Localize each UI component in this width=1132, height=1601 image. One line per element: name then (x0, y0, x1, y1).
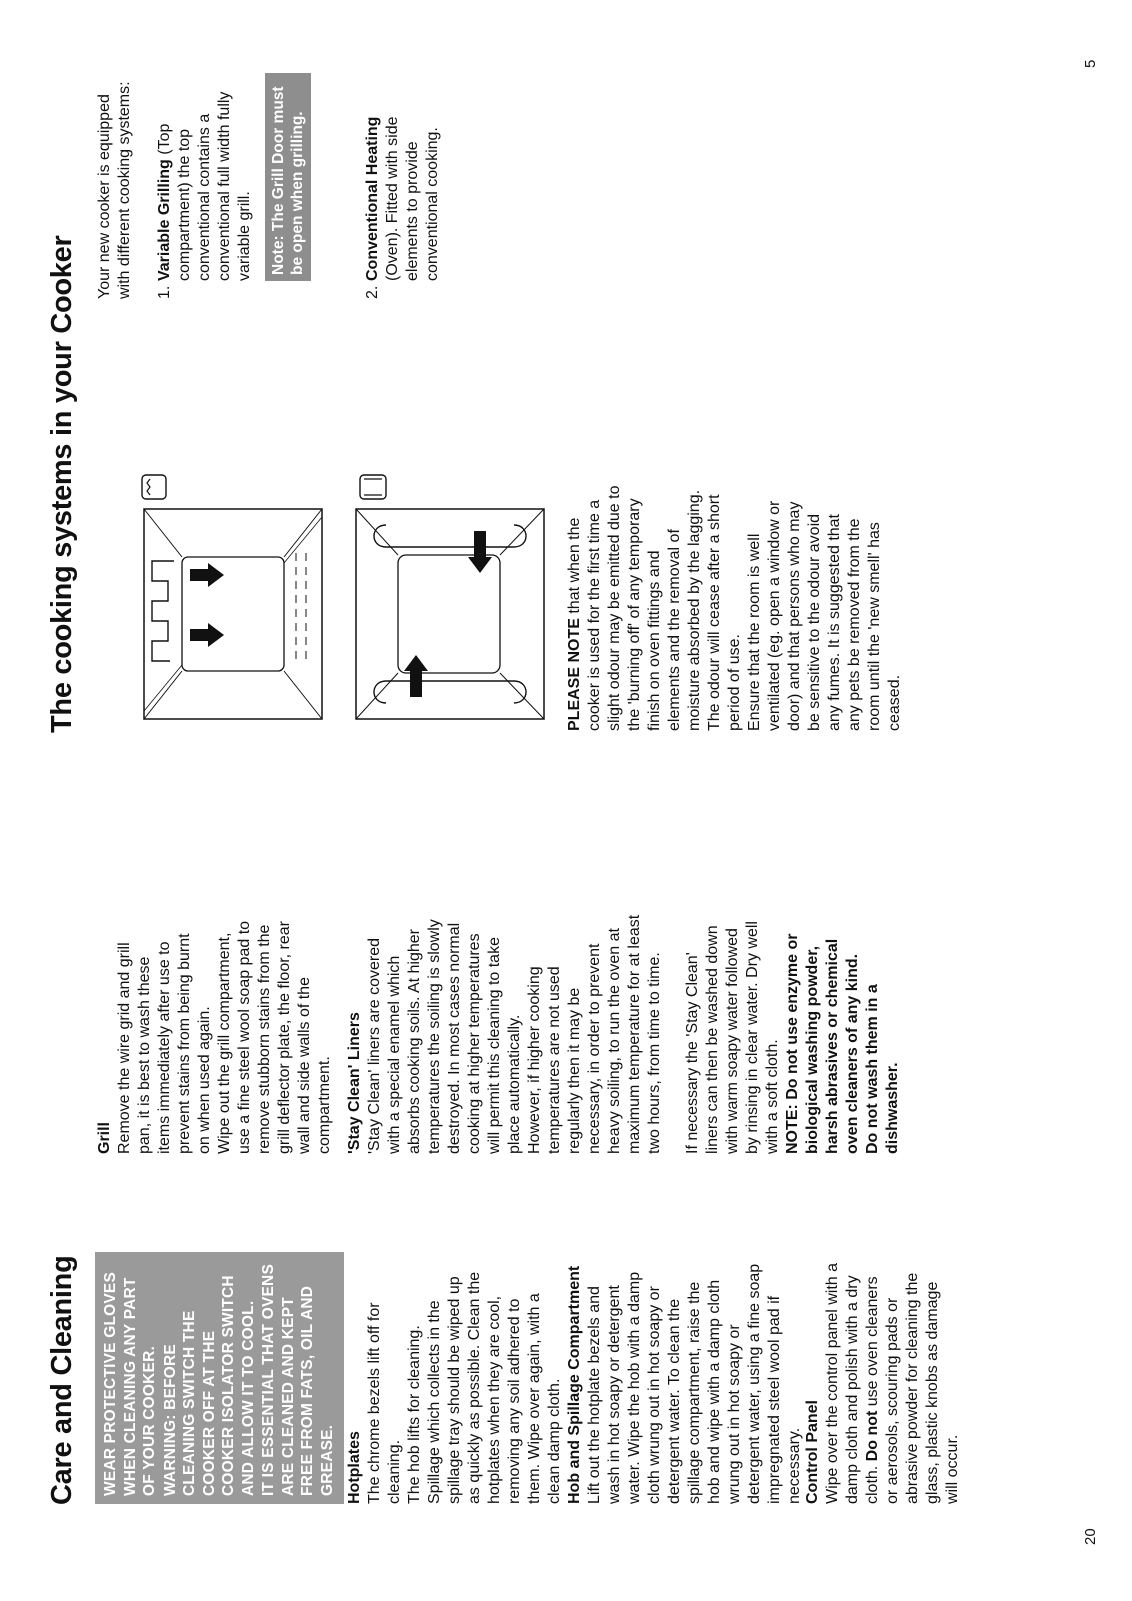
hob-section (565, 1260, 805, 1504)
control-panel-do-not: Do not (864, 1410, 881, 1462)
grill-heading: Grill (96, 1121, 113, 1154)
control-panel-section (803, 1260, 963, 1504)
cooking-systems-title: The cooking systems in your Cooker (46, 235, 78, 733)
variable-grilling-label: Variable Grilling (156, 159, 173, 281)
care-cleaning-title: Care and Cleaning (46, 1255, 78, 1505)
cooking-systems-list-2 (363, 63, 443, 299)
conventional-heating-label: Conventional Heating (364, 116, 381, 281)
page-number-left: 20 (1082, 1528, 1099, 1545)
item-number: 1. (156, 285, 173, 299)
oven-diagram-svg (350, 471, 550, 721)
hotplates-heading: Hotplates (346, 1431, 363, 1504)
control-panel-paragraph (823, 1260, 963, 1504)
list-item-variable-grilling (155, 63, 255, 299)
please-note-text: that when the cooker is used for the first time a slight odour may be emitted due to the 'burning off' of any temporary finish on oven fittings and elements and the removal of moisture absorbed by the lagging. The odour will cease after a short period of use. (566, 485, 743, 731)
stay-clean-note-dishwasher: Do not wash them in a dishwasher. (864, 984, 901, 1154)
hotplates-section (345, 1264, 565, 1504)
stay-clean-paragraph-2: However, if higher cooking temperatures are not used regularly then it may be necessary, in order to prevent heavy soiling, to run the oven at maximum temperature for at least two hours, from time to time. (526, 914, 663, 1154)
please-note-section (565, 485, 905, 731)
grill-symbol-icon (142, 475, 166, 499)
grill-section (95, 914, 335, 1154)
warning-gloves: WEAR PROTECTIVE GLOVES WHEN CLEANING ANY PART OF YOUR COOKER. (102, 1271, 158, 1496)
oven-symbol-icon (360, 475, 386, 499)
stay-clean-section (345, 910, 903, 1154)
warning-keep-clean: IT IS ESSENTIAL THAT OVENS ARE CLEANED AND KEPT FREE FROM FATS, OIL AND GREASE. (260, 1264, 336, 1496)
page-number-right: 5 (1082, 59, 1099, 68)
control-panel-text-b: use oven cleaners or aerosols, scouring pads or abrasive powder for cleaning the glass, plastic knobs as damage will occur. (864, 1272, 961, 1504)
item-number: 2. (364, 285, 381, 299)
ventilation-paragraph: Ensure that the room is well ventilated (eg. open a window or door) and that persons who may be sensitive to the odour avoid any fumes. It is suggested that any pets be removed from the room until the 'new smell' has ceased. (746, 500, 903, 731)
stay-clean-heading: 'Stay Clean' Liners (346, 1012, 363, 1154)
safety-warning-box (95, 1252, 344, 1504)
please-note-paragraph (565, 485, 745, 731)
stay-clean-note: NOTE: Do not use enzyme or biological washing powder, harsh abrasives or chemical oven cleaners of any kind. (784, 933, 861, 1154)
hotplates-paragraph-2: The hob lifts for cleaning. Spillage which collects in the spillage tray should be wiped up as quickly as possible. Clean the hotplates when they are cool, removing any soil adhered to them. Wipe over again, with a clean damp cloth. (406, 1271, 563, 1504)
hotplates-paragraph-1: The chrome bezels lift off for cleaning. (366, 1302, 403, 1504)
cooking-systems-column (95, 63, 443, 299)
control-panel-heading: Control Panel (804, 1399, 821, 1504)
grill-paragraph-2: Wipe out the grill compartment, use a fine steel wool soap pad to remove stubborn stains from the grill deflector plate, the floor, rear wall and side walls of the compartment. (216, 920, 333, 1154)
cooking-systems-list (155, 63, 255, 299)
please-note-label: PLEASE NOTE (566, 618, 583, 731)
grill-paragraph-1: Remove the wire grid and grill pan, it is best to wash these items immediately after use to prevent stains from being burnt on when used again. (116, 933, 213, 1154)
grill-diagram-svg (130, 471, 330, 721)
control-panel-text-a: Wipe over the control panel with a damp cloth and polish with a dry cloth. (824, 1262, 881, 1504)
variable-grilling-text: (Top compartment) the top conventional contains a conventional full width fully variable grill. (156, 91, 253, 281)
warning-switch-off: WARNING: BEFORE CLEANING SWITCH THE COOKER OFF AT THE COOKER ISOLATOR SWITCH AND ALLOW IT TO COOL. (161, 1275, 257, 1496)
grill-diagram (130, 471, 335, 721)
stay-clean-paragraph-3: If necessary the 'Stay Clean' liners can then be washed down with warm soapy water followed by rinsing in clear water. Dry well with a soft cloth. (684, 921, 781, 1154)
cooking-systems-intro: Your new cooker is equipped with different cooking systems: (96, 81, 133, 299)
grill-door-note: Note: The Grill Door must be open when grilling. (265, 73, 311, 281)
oven-diagram (350, 471, 555, 721)
hob-paragraph: Lift out the hotplate bezels and wash in hot soapy or detergent water. Wipe the hob with a damp cloth wrung out in hot soapy or detergent water. To clean the spillage compartment, raise the hob and wipe with a damp cloth wrung out in hot soapy or detergent water, using a fine soap impregnated steel wool pad if necessary. (586, 1263, 803, 1504)
stay-clean-paragraph-1: 'Stay Clean' liners are covered with a special enamel which absorbs cooking soils. At higher temperatures the soiling is slowly destroyed. In most cases normal cooking at higher temperatures will permit this cleaning to take place automatically. (366, 919, 523, 1154)
list-item-conventional-heating (363, 63, 443, 299)
hob-heading: Hob and Spillage Compartment (566, 1265, 583, 1504)
conventional-heating-text: (Oven). Fitted with side elements to provide conventional cooking. (384, 116, 441, 281)
